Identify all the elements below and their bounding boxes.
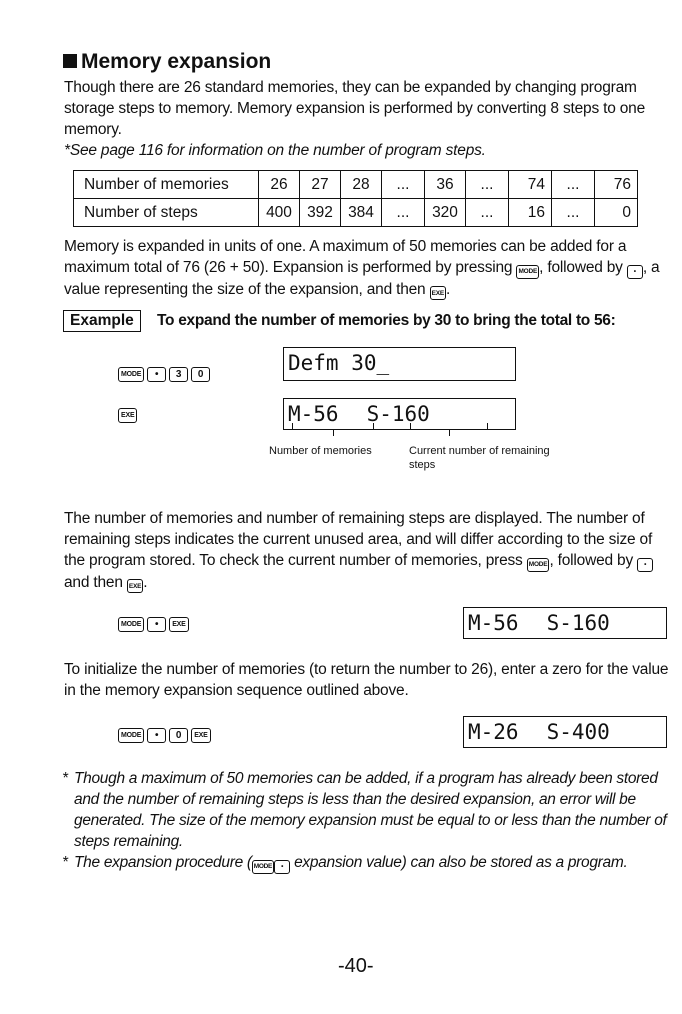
memories-value: M-26 [468,720,519,744]
mode-key-icon: MODE [118,367,144,382]
dot-key-icon: • [637,558,653,572]
table-row-steps [74,199,638,227]
table-cell: ... [466,171,509,199]
table-cell: 74 [509,171,552,199]
table-cell: 400 [259,199,300,227]
dot-key-icon: • [147,367,166,382]
table-cell: 76 [595,171,638,199]
table-cell: ... [552,199,595,227]
mode-key-icon: MODE [516,265,539,279]
intro-paragraph: Though there are 26 standard memories, they can be expanded by changing program storage steps to memory. Memory expansion is performed by converting 8 steps to one memory. [64,79,646,138]
table-cell: 16 [509,199,552,227]
display-init [463,716,667,748]
exe-key-icon: EXE [430,286,446,300]
initialize-paragraph: To initialize the number of memories (to return the number to 26), enter a zero for the value in the memory expansion sequence outlined above. [64,661,669,699]
example-title: To expand the number of memories by 30 to bring the total to 56: [157,312,616,329]
display-defm: Defm 30_ [283,347,516,381]
expansion-paragraph: Memory is expanded in units of one. A maximum of 50 memories can be added for a maximum total of 76 (26 + 50). Expansion is performed by pressing MODE , followed by • , a value representing the size of the expansion, and then EXE . [64,236,672,300]
steps-value: S-160 [546,611,610,635]
exe-key-icon: EXE [191,728,210,743]
table-cell: 0 [595,199,638,227]
mode-key-icon: MODE [118,728,144,743]
table-row-memories [74,171,638,199]
key-sequence-init [118,728,211,743]
table-cell: 26 [259,171,300,199]
row-label: Number of memories [74,171,259,199]
memories-value: M-56 [468,611,519,635]
memories-bracket [292,423,374,430]
caption-memories: Number of memories [269,445,372,457]
row-label: Number of steps [74,199,259,227]
table-cell: ... [552,171,595,199]
remaining-paragraph: The number of memories and number of remaining steps are displayed. The number of remaining steps indicates the current unused area, and will differ according to the size of the program stored. To check the current number of memories, press MODE , followed by • and then EXE . [64,508,672,593]
dot-key-icon: • [274,860,290,874]
mode-key-icon: MODE [527,558,550,572]
key-sequence-1 [118,367,210,382]
table-cell: ... [382,199,425,227]
page-number: -40- [338,955,374,977]
mode-key-icon: MODE [252,860,274,874]
zero-key-icon: 0 [169,728,188,743]
table-cell: 28 [341,171,382,199]
table-cell: ... [466,199,509,227]
memory-steps-table [73,170,638,227]
table-cell: 36 [425,171,466,199]
steps-value: S-400 [546,720,610,744]
footnote-program: * The expansion procedure ( MODE • expansion value) can also be stored as a program. [64,852,672,874]
example-label: Example [63,310,141,332]
table-cell: 392 [300,199,341,227]
dot-key-icon: • [627,265,643,279]
memories-value: M-56 [288,402,339,426]
table-cell: ... [382,171,425,199]
three-key-icon: 3 [169,367,188,382]
zero-key-icon: 0 [191,367,210,382]
display-check [463,607,667,639]
bullet-square-icon [63,54,77,68]
key-sequence-2 [118,408,137,423]
exe-key-icon: EXE [127,579,143,593]
table-cell: 27 [300,171,341,199]
table-cell: 320 [425,199,466,227]
section-heading: Memory expansion [63,50,271,74]
dot-key-icon: • [147,728,166,743]
dot-key-icon: • [147,617,166,632]
table-cell: 384 [341,199,382,227]
steps-value: S-160 [366,402,430,426]
exe-key-icon: EXE [118,408,137,423]
steps-bracket [410,423,488,430]
caption-remaining-steps: Current number of remaining steps [409,445,550,471]
exe-key-icon: EXE [169,617,188,632]
key-sequence-check [118,617,189,632]
footnote-error: * Though a maximum of 50 memories can be added, if a program has already been stored and the number of remaining steps is less than the desired expansion, an error will be generated. The size of the memory expansion must be equal to or less than the number of steps remaining. [62,770,667,850]
see-page-note: *See page 116 for information on the number of program steps. [64,142,486,159]
mode-key-icon: MODE [118,617,144,632]
